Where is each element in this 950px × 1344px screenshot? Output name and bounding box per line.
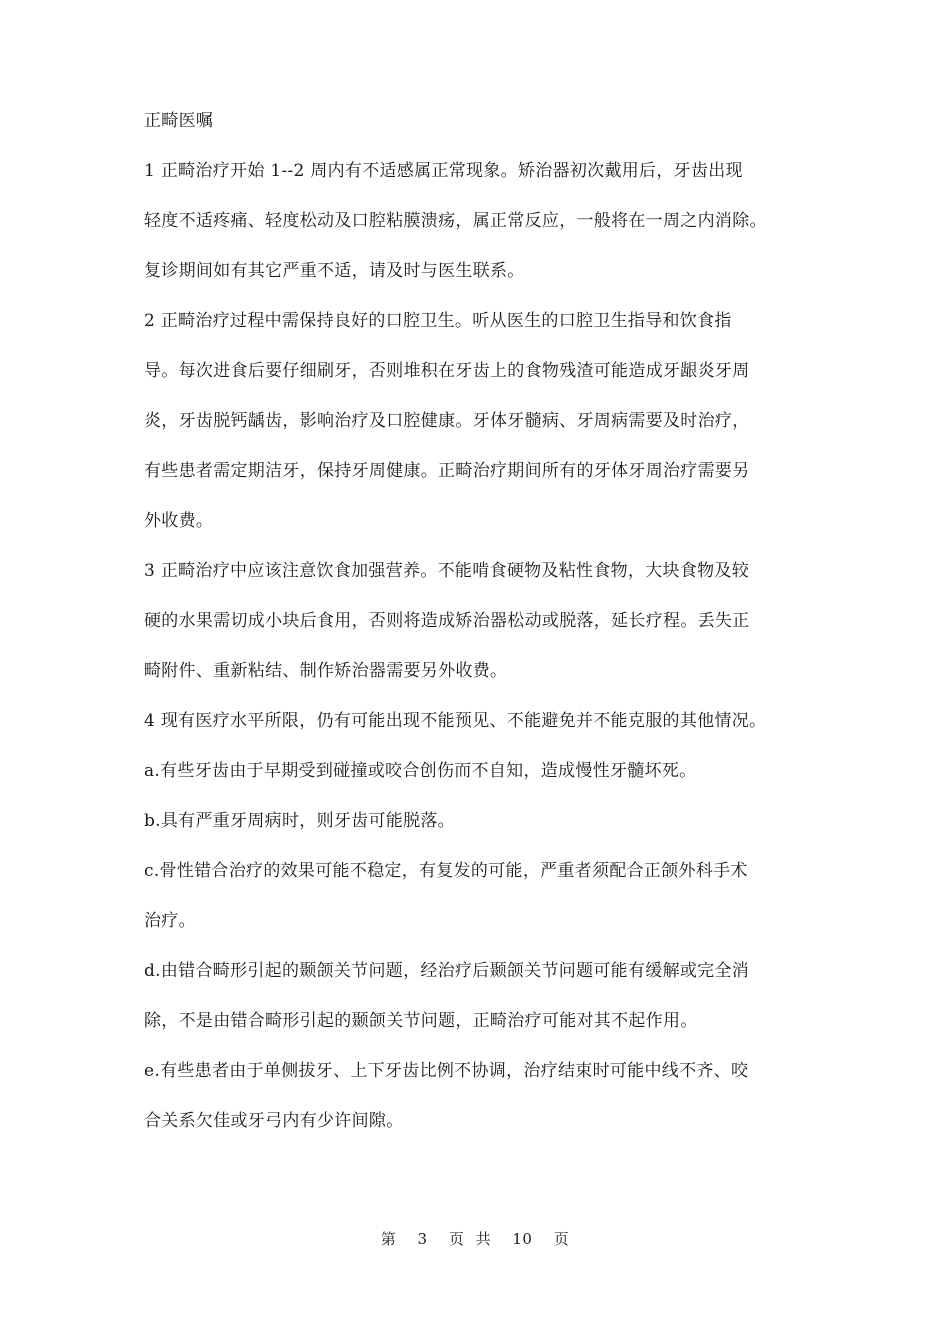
page-label-mid: 页 共 — [448, 1230, 492, 1248]
text-line: 复诊期间如有其它严重不适，请及时与医生联系。 — [144, 261, 525, 281]
page-label-suffix: 页 — [553, 1230, 570, 1248]
text-line: 外收费。 — [144, 511, 214, 531]
total-pages: 10 — [512, 1230, 533, 1248]
page-footer — [0, 1228, 950, 1249]
text-line: e.有些患者由于单侧拔牙、上下牙齿比例不协调，治疗结束时可能中线不齐、咬 — [144, 1061, 749, 1081]
text-line: 1 正畸治疗开始 1--2 周内有不适感属正常现象。矫治器初次戴用后，牙齿出现 — [144, 161, 743, 181]
text-line: 合关系欠佳或牙弓内有少许间隙。 — [144, 1111, 404, 1131]
text-line: 治疗。 — [144, 911, 196, 931]
text-line: a.有些牙齿由于早期受到碰撞或咬合创伤而不自知，造成慢性牙髓坏死。 — [144, 761, 697, 781]
text-line: d.由错合畸形引起的颞颌关节问题，经治疗后颞颌关节问题可能有缓解或完全消 — [144, 961, 750, 981]
text-line: 畸附件、重新粘结、制作矫治器需要另外收费。 — [144, 661, 508, 681]
text-line: 炎，牙齿脱钙龋齿，影响治疗及口腔健康。牙体牙髓病、牙周病需要及时治疗， — [144, 411, 750, 431]
text-line: 硬的水果需切成小块后食用，否则将造成矫治器松动或脱落，延长疗程。丢失正 — [144, 611, 750, 631]
text-line: 导。每次进食后要仔细刷牙，否则堆积在牙齿上的食物残渣可能造成牙龈炎牙周 — [144, 361, 750, 381]
page-label-prefix: 第 — [380, 1230, 397, 1248]
document-title: 正畸医嘱 — [144, 111, 214, 131]
text-line: 轻度不适疼痛、轻度松动及口腔粘膜溃疡，属正常反应，一般将在一周之内消除。 — [144, 211, 767, 231]
text-line: b.具有严重牙周病时，则牙齿可能脱落。 — [144, 811, 455, 831]
page-number: 3 — [417, 1230, 428, 1248]
document-body — [144, 96, 814, 1146]
text-line: 除，不是由错合畸形引起的颞颌关节问题，正畸治疗可能对其不起作用。 — [144, 1011, 698, 1031]
text-line: 3 正畸治疗中应该注意饮食加强营养。不能啃食硬物及粘性食物，大块食物及较 — [144, 561, 750, 581]
text-line: c.骨性错合治疗的效果可能不稳定，有复发的可能，严重者须配合正颌外科手术 — [144, 861, 748, 881]
text-line: 2 正畸治疗过程中需保持良好的口腔卫生。听从医生的口腔卫生指导和饮食指 — [144, 311, 732, 331]
text-line: 4 现有医疗水平所限，仍有可能出现不能预见、不能避免并不能克服的其他情况。 — [144, 711, 767, 731]
text-line: 有些患者需定期洁牙，保持牙周健康。正畸治疗期间所有的牙体牙周治疗需要另 — [144, 461, 750, 481]
